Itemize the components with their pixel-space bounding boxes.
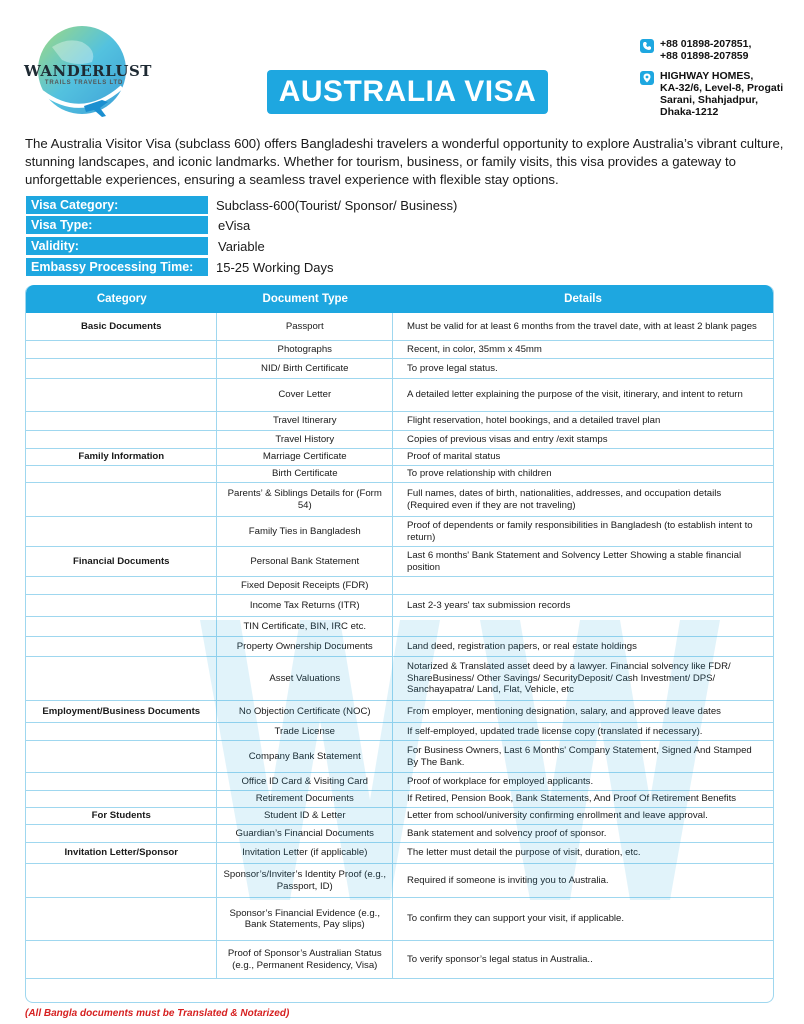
row-category: Family Information xyxy=(26,449,217,465)
row-category: Employment/Business Documents xyxy=(26,701,217,722)
row-document-type: Passport xyxy=(217,313,393,340)
row-details: A detailed letter explaining the purpose of the visit, itinerary, and intent to return xyxy=(407,389,743,401)
row-category xyxy=(26,483,217,516)
row-document-type: Parents’ & Siblings Details for (Form 54) xyxy=(217,483,393,516)
phone-row xyxy=(640,38,800,62)
table-row xyxy=(26,723,773,741)
row-details: Required if someone is inviting you to Australia. xyxy=(407,874,609,886)
row-details: To prove relationship with children xyxy=(407,468,552,480)
row-document-type: Invitation Letter (if applicable) xyxy=(217,843,393,863)
row-category xyxy=(26,341,217,358)
table-header xyxy=(26,285,773,313)
row-category xyxy=(26,791,217,807)
table-row xyxy=(26,431,773,449)
row-details: Last 2-3 years' tax submission records xyxy=(407,599,571,611)
header-document-type: Document Type xyxy=(262,293,348,305)
row-document-type: Fixed Deposit Receipts (FDR) xyxy=(217,577,393,594)
row-details: Must be valid for at least 6 months from the travel date, with at least 2 blank pages xyxy=(407,320,757,332)
row-category xyxy=(26,941,217,978)
header-details: Details xyxy=(564,293,602,305)
row-document-type: NID/ Birth Certificate xyxy=(217,359,393,378)
row-category xyxy=(26,359,217,378)
row-document-type: Guardian’s Financial Documents xyxy=(217,825,393,842)
row-details: Last 6 months' Bank Statement and Solvency Letter Showing a stable financial position xyxy=(407,550,742,573)
info-value: eVisa xyxy=(218,217,251,233)
info-label: Visa Type: xyxy=(26,216,208,234)
row-category xyxy=(26,517,217,546)
documents-table xyxy=(25,285,774,1003)
table-row xyxy=(26,577,773,595)
row-category xyxy=(26,657,217,700)
table-row xyxy=(26,517,773,547)
table-row xyxy=(26,843,773,864)
row-details: Recent, in color, 35mm x 45mm xyxy=(407,343,542,355)
row-document-type: Income Tax Returns (ITR) xyxy=(217,595,393,616)
row-document-type: Trade License xyxy=(217,723,393,740)
info-value: Subclass-600(Tourist/ Sponsor/ Business) xyxy=(216,197,458,213)
row-document-type: Sponsor’s/Inviter’s Identity Proof (e.g., Passport, ID) xyxy=(217,864,393,897)
row-category xyxy=(26,431,217,448)
row-details: The letter must detail the purpose of visit, duration, etc. xyxy=(407,847,641,859)
row-document-type: Asset Valuations xyxy=(217,657,393,700)
row-details: To confirm they can support your visit, if applicable. xyxy=(407,913,625,925)
row-category xyxy=(26,412,217,430)
table-row xyxy=(26,791,773,808)
row-details: If self-employed, updated trade license copy (translated if necessary). xyxy=(407,725,703,737)
row-category xyxy=(26,723,217,740)
table-row xyxy=(26,483,773,517)
row-details: Full names, dates of birth, nationalities, addresses, and occupation details (Required even if they are not traveling) xyxy=(407,488,722,511)
table-row xyxy=(26,341,773,359)
row-details: Flight reservation, hotel bookings, and a detailed travel plan xyxy=(407,415,661,427)
table-row xyxy=(26,808,773,825)
row-document-type: TIN Certificate, BIN, IRC etc. xyxy=(217,617,393,636)
row-details xyxy=(393,617,773,636)
info-row-visa-category xyxy=(26,196,796,214)
row-document-type: Marriage Certificate xyxy=(217,449,393,465)
row-document-type: Student ID & Letter xyxy=(217,808,393,824)
phone-number[interactable]: +88 01898-207851, xyxy=(660,38,752,50)
table-row xyxy=(26,547,773,577)
intro-paragraph: The Australia Visitor Visa (subclass 600) offers Bangladeshi travelers a wonderful opportunity to explore Australia’s vibrant culture, stunning landscapes, and iconic landmarks. Whether for tourism, business, or family visits, this visa provides a gateway to unforgettable experiences, ensuring a seamless travel experience with flexible stay options. xyxy=(25,136,784,187)
table-row xyxy=(26,941,773,979)
row-category xyxy=(26,637,217,656)
row-category xyxy=(26,577,217,594)
row-details: Proof of workplace for employed applicants. xyxy=(407,775,594,787)
table-row xyxy=(26,825,773,843)
row-category xyxy=(26,898,217,940)
row-document-type: Company Bank Statement xyxy=(217,741,393,772)
row-category xyxy=(26,773,217,790)
phone-number[interactable]: +88 01898-207859 xyxy=(660,50,749,62)
address-row xyxy=(640,70,800,118)
row-category xyxy=(26,864,217,897)
row-category xyxy=(26,617,217,636)
row-details xyxy=(393,577,773,594)
row-document-type: Birth Certificate xyxy=(217,466,393,482)
table-row xyxy=(26,595,773,617)
table-row xyxy=(26,379,773,412)
row-details: If Retired, Pension Book, Bank Statements, And Proof Of Retirement Benefits xyxy=(407,793,737,805)
row-document-type: Proof of Sponsor’s Australian Status (e.g., Permanent Residency, Visa) xyxy=(217,941,393,978)
row-document-type: No Objection Certificate (NOC) xyxy=(217,701,393,722)
table-row xyxy=(26,864,773,898)
location-pin-icon xyxy=(640,71,654,85)
info-row-processing-time xyxy=(26,258,796,276)
row-category: For Students xyxy=(26,808,217,824)
row-document-type: Family Ties in Bangladesh xyxy=(217,517,393,546)
row-details: Notarized & Translated asset deed by a lawyer. Financial solvency like FDR/ ShareBusiness/ Other Savings/ SecurityDeposit/ Cash Investment/ DPS/ Sanchayapatra/ Land, Flat, Vehicle, etc xyxy=(407,661,731,696)
page-title: AUSTRALIA VISA xyxy=(267,70,548,114)
row-details: Letter from school/university confirming enrollment and leave approval. xyxy=(407,810,708,822)
table-row xyxy=(26,412,773,431)
row-details: From employer, mentioning designation, salary, and approved leave dates xyxy=(407,705,721,717)
info-label: Visa Category: xyxy=(26,196,208,214)
row-details: For Business Owners, Last 6 Months' Company Statement, Signed And Stamped By The Bank. xyxy=(407,745,752,768)
row-document-type: Travel History xyxy=(217,431,393,448)
row-category: Financial Documents xyxy=(26,547,217,576)
row-details: Copies of previous visas and entry /exit stamps xyxy=(407,433,608,445)
row-details: Proof of marital status xyxy=(407,451,501,463)
table-row xyxy=(26,701,773,723)
contact-block xyxy=(640,38,800,124)
info-value: 15-25 Working Days xyxy=(216,259,334,275)
address-line: Sarani, Shahjadpur, xyxy=(660,94,759,106)
table-body xyxy=(26,313,773,979)
logo-tagline: TRAILS TRAVELS LTD xyxy=(44,80,124,86)
table-row xyxy=(26,359,773,379)
row-document-type: Retirement Documents xyxy=(217,791,393,807)
row-details: To prove legal status. xyxy=(407,362,498,374)
logo-wordmark: WANDERLUST xyxy=(24,62,152,80)
row-category: Basic Documents xyxy=(26,313,217,340)
table-row xyxy=(26,313,773,341)
row-document-type: Cover Letter xyxy=(217,379,393,411)
phone-icon xyxy=(640,39,654,53)
row-details: Land deed, registration papers, or real estate holdings xyxy=(407,640,637,652)
info-row-validity xyxy=(26,237,796,255)
table-row xyxy=(26,773,773,791)
row-category: Invitation Letter/Sponsor xyxy=(26,843,217,863)
table-row xyxy=(26,657,773,701)
info-row-visa-type xyxy=(26,216,796,234)
row-document-type: Sponsor’s Financial Evidence (e.g., Bank Statements, Pay slips) xyxy=(217,898,393,940)
table-row xyxy=(26,898,773,941)
row-document-type: Property Ownership Documents xyxy=(217,637,393,656)
row-category xyxy=(26,379,217,411)
table-row xyxy=(26,741,773,773)
row-document-type: Personal Bank Statement xyxy=(217,547,393,576)
address-line: Dhaka-1212 xyxy=(660,106,719,118)
row-details: Proof of dependents or family responsibilities in Bangladesh (to establish intent to return) xyxy=(407,520,753,543)
row-document-type: Travel Itinerary xyxy=(217,412,393,430)
header-category: Category xyxy=(96,293,147,305)
row-category xyxy=(26,825,217,842)
table-row xyxy=(26,637,773,657)
info-label: Embassy Processing Time: xyxy=(26,258,208,276)
table-row xyxy=(26,617,773,637)
info-value: Variable xyxy=(218,238,265,254)
row-category xyxy=(26,466,217,482)
address-line: HIGHWAY HOMES, xyxy=(660,70,754,82)
company-logo xyxy=(22,22,152,122)
row-details: To verify sponsor’s legal status in Australia.. xyxy=(407,953,593,965)
table-row xyxy=(26,449,773,466)
row-category xyxy=(26,741,217,772)
row-document-type: Photographs xyxy=(217,341,393,358)
footer-note: (All Bangla documents must be Translated & Notarized) xyxy=(25,1008,290,1019)
address-line: KA-32/6, Level-8, Progati xyxy=(660,82,784,94)
row-details: Bank statement and solvency proof of sponsor. xyxy=(407,827,607,839)
row-document-type: Office ID Card & Visiting Card xyxy=(217,773,393,790)
info-label: Validity: xyxy=(26,237,208,255)
table-row xyxy=(26,466,773,483)
row-category xyxy=(26,595,217,616)
